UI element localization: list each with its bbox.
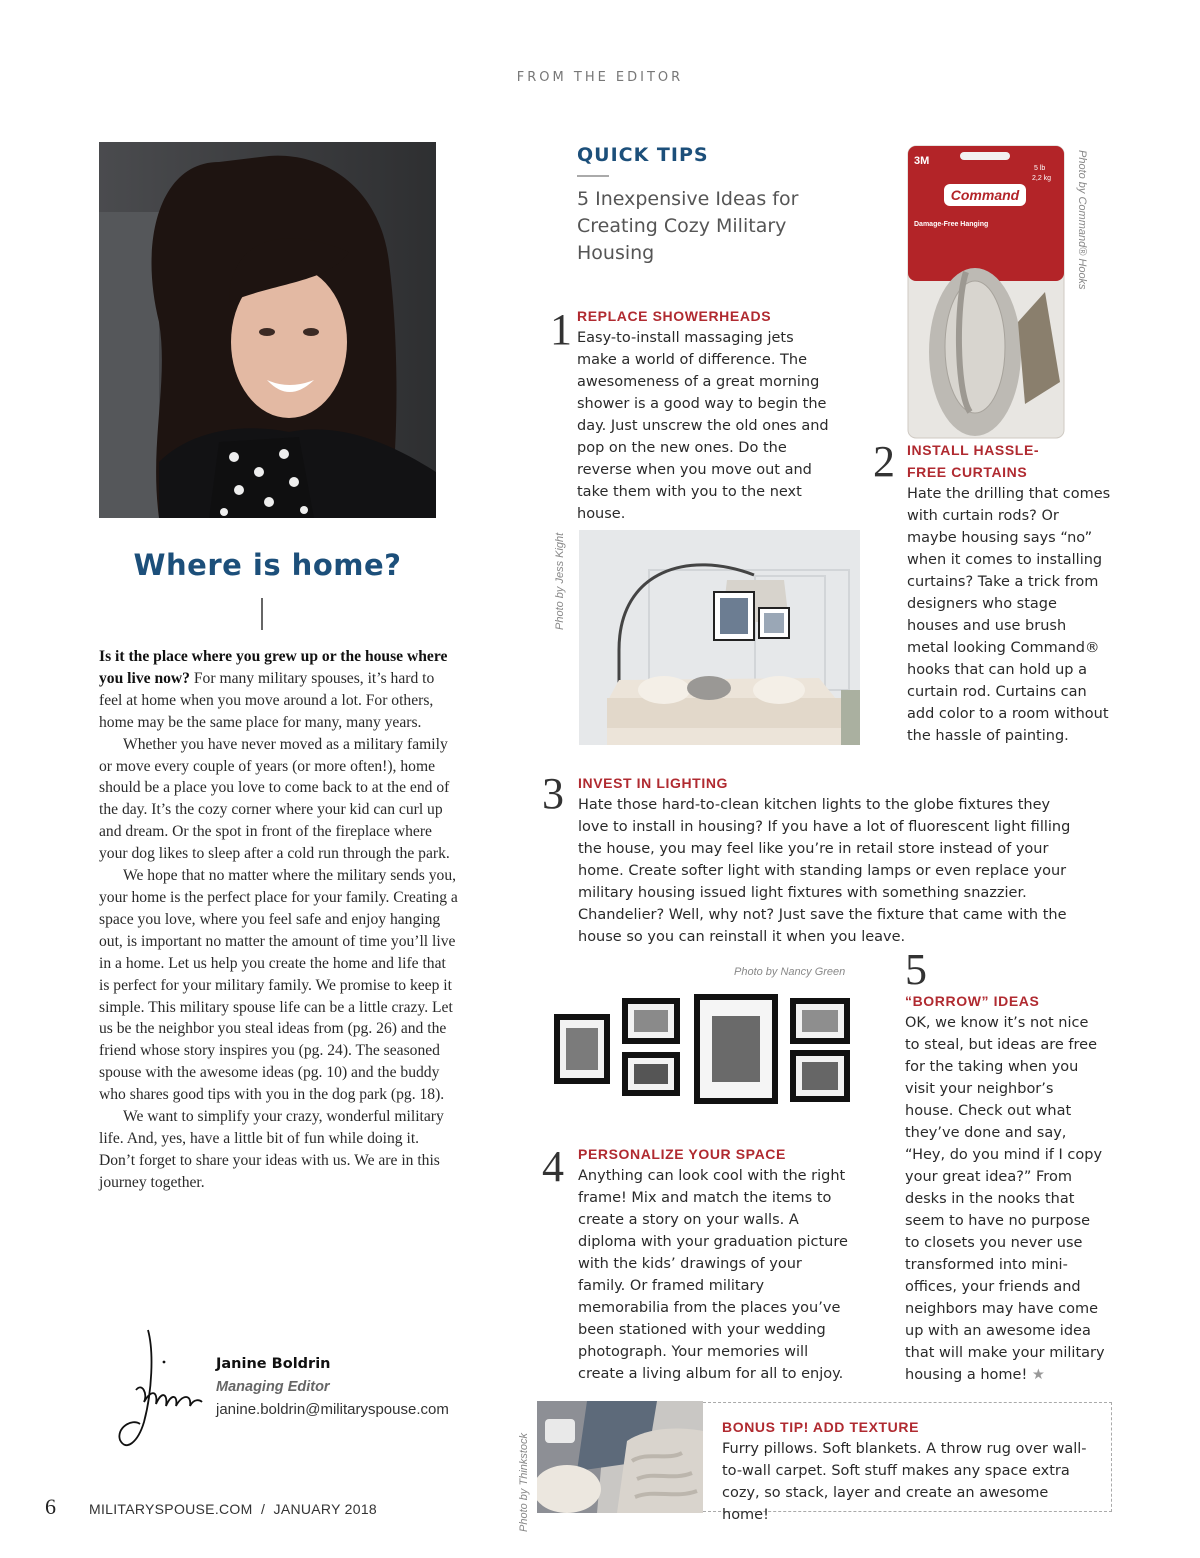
product-weight: 5 lb <box>1034 165 1046 172</box>
bonus-tip-title: BONUS TIP! ADD TEXTURE <box>722 1419 920 1435</box>
editorial-paragraph-3: We hope that no matter where the military sends you, your home is the perfect place for your family. Creating a space you love, where you feel safe and enjoy hanging out, is important no matter the amount of time you’ll live in a home. Let us help you create the home and life that is perfect for your military family. We promise to keep it simple. This military spouse life can be a little crazy. Let us be the neighbor you steal ideas from (pg. 26) and the friend whose story inspires you (pg. 24). The seasoned spouse with the awesome ideas (pg. 10) and the buddy who shares good tips with you in the dog park (pg. 18). <box>99 867 458 1104</box>
credit-thinkstock: Photo by Thinkstock <box>518 1432 530 1532</box>
editorial-lead: Is it the place where you grew up or the house where you live now? <box>99 648 448 687</box>
editor-role: Managing Editor <box>216 1379 330 1395</box>
tip-5-body <box>905 1012 1105 1386</box>
tip-2-body: Hate the drilling that comes with curtain rods? Or maybe housing says “no” when it comes to installing curtains? Take a trick from designers who stage houses and use brush metal looking Command® hooks that can hold up a curtain rod. Curtains can add color to a room without the hassle of painting. <box>907 486 1111 744</box>
cozy-texture-photo <box>537 1401 703 1513</box>
tip-4-body: Anything can look cool with the right frame! Mix and match the items to create a story on your walls. A diploma with your graduation picture with the kids’ drawings of your family. Or framed military memorabilia from the places you’ve been stationed with your wedding photograph. Your memories will create a living album for all to enjoy. <box>578 1168 848 1382</box>
quick-tips-label: QUICK TIPS <box>577 144 709 166</box>
tip-5-number: 5 <box>905 945 927 994</box>
product-name: Command <box>950 187 1020 203</box>
page-number: 6 <box>45 1494 56 1519</box>
tip-1-body: Easy-to-install massaging jets make a world of difference. The awesomeness of a great morning shower is a good way to begin the day. Just unscrew the old ones and pop on the new ones. Do the reverse when you move out and take them with you to the next house. <box>577 330 829 522</box>
product-weight-metric: 2,2 kg <box>1032 175 1052 182</box>
tip-1-number: 1 <box>550 305 572 354</box>
editorial-paragraph-2: Whether you have never moved as a military family or move every couple of years (or more often!), home should be a place you love to come back to at the end of the day. It’s the cozy corner where your kid can curl up and dream. Or the spot in front of the fireplace where your dog likes to sleep after a cold run through the park. <box>99 735 450 863</box>
editorial-paragraph-1 <box>99 646 459 734</box>
footer-publication: MILITARYSPOUSE.COM / JANUARY 2018 <box>89 1501 377 1517</box>
tip-5-title: “BORROW” IDEAS <box>905 993 1040 1009</box>
credit-command-hooks: Photo by Command® Hooks <box>1076 150 1088 290</box>
editorial-title: Where is home? <box>133 548 402 582</box>
command-hook-photo <box>900 142 1070 442</box>
title-divider <box>261 598 263 630</box>
tip-2-number: 2 <box>873 437 895 486</box>
editor-portrait-photo <box>99 142 436 518</box>
bonus-tip-body: Furry pillows. Soft blankets. A throw rug over wall-to-wall carpet. Soft stuff makes any space extra cozy, so stack, layer and create an awesome home! <box>722 1441 1087 1523</box>
tip-2-title: INSTALL HASSLE-FREE CURTAINS <box>907 442 1040 480</box>
tip-3-body: Hate those hard-to-clean kitchen lights to the globe fixtures they love to install in housing? If you have a lot of fluorescent light filling the house, you may feel like you’re in retail store instead of your home. Create softer light with standing lamps or even replace your military housing issued light fixtures with something snazzier. Chandelier? Well, why not? Just save the fixture that came with the house so you can reinstall it when you leave. <box>578 797 1071 945</box>
editorial-p1-text: For many military spouses, it’s hard to feel at home when you move around a lot. For others, home may be the same place for many, many years. <box>99 669 435 731</box>
gallery-wall-frames-photo <box>550 990 855 1108</box>
quick-tips-rule <box>577 175 609 177</box>
product-tagline: Damage-Free Hanging <box>914 221 989 228</box>
tip-3-number: 3 <box>542 769 564 818</box>
tip-1-title: REPLACE SHOWERHEADS <box>577 308 772 324</box>
credit-nancy-green: Photo by Nancy Green <box>734 966 846 978</box>
tip-5-body-text: OK, we know it’s not nice to steal, but ideas are free for the taking when you visit your neighbor’s house. Check out what they’ve done and say, “Hey, do you mind if I copy your great idea?” From desks in the nooks that seem to have no purpose to closets you never use transformed into mini-offices, your friends and neighbors may have come up with an awesome idea that will make your military housing a home! <box>905 1015 1105 1383</box>
tip-4-title: PERSONALIZE YOUR SPACE <box>578 1146 786 1162</box>
tip-3-title: INVEST IN LIGHTING <box>578 775 729 791</box>
editorial-body <box>99 646 459 1194</box>
quick-tips-subtitle: 5 Inexpensive Ideas for Creating Cozy Military Housing <box>577 188 799 264</box>
handwritten-signature <box>108 1322 204 1462</box>
star-end-icon: ★ <box>1031 1367 1045 1383</box>
tip-4-number: 4 <box>542 1142 564 1191</box>
living-room-lamp-photo <box>579 530 860 745</box>
product-brand: 3M <box>914 155 930 167</box>
editor-name: Janine Boldrin <box>216 1356 331 1372</box>
section-header: FROM THE EDITOR <box>516 70 684 85</box>
editor-email-link[interactable]: janine.boldrin@militaryspouse.com <box>216 1401 449 1418</box>
editorial-paragraph-4: We want to simplify your crazy, wonderful military life. And, yes, have a little bit of fun while doing it. Don’t forget to share your ideas with us. We are in this journey together. <box>99 1108 444 1191</box>
credit-jess-kight: Photo by Jess Kight <box>554 532 566 630</box>
